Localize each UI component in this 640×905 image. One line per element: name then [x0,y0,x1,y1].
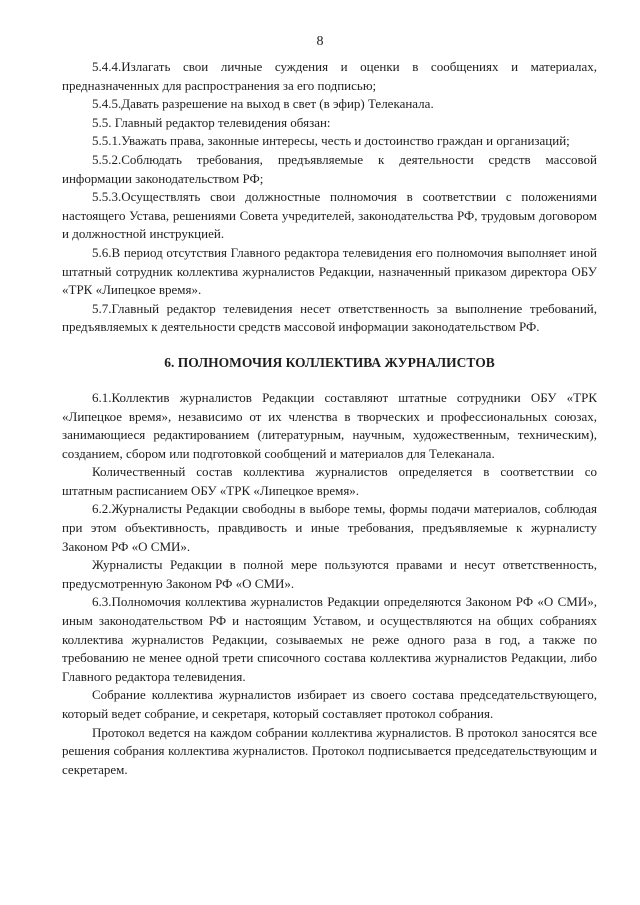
section-heading: 6. ПОЛНОМОЧИЯ КОЛЛЕКТИВА ЖУРНАЛИСТОВ [164,354,495,370]
paragraph-5-5: 5.5. Главный редактор телевидения обязан: [92,114,331,130]
paragraph-5-5-2: 5.5.2.Соблюдать требования, предъявляемые к деятельности средств массовой информации законодательством РФ; [62,151,597,186]
paragraph-journalist-rights: Журналисты Редакции в полной мере пользуются правами и несут ответственность, предусмотренную Законом РФ «О СМИ». [62,557,597,591]
paragraph-6-3: 6.3.Полномочия коллектива журналистов Редакции определяются Законом РФ «О СМИ», иным законодательством РФ и настоящим Уставом, и осуществляются на общих собраниях коллектива журналистов Редакции, созываемых не реже одного раза в год, а также по требованию не менее одной трети списочного состава коллектива журналистов Редакции, либо Главного редактора телевидения. [62,594,597,684]
paragraph-6-1: 6.1.Коллектив журналистов Редакции составляют штатные сотрудники ОБУ «ТРК «Липецкое время», независимо от их членства в творческих и профессиональных союзах, занимающиеся редактированием (литературным, научным, художественным, техническим), созданием, сбором или подготовкой сообщений и материалов для Телеканала. [62,389,597,461]
paragraph-5-6: 5.6.В период отсутствия Главного редактора телевидения его полномочия выполняет иной штатный сотрудник коллектива журналистов Редакции, назначенный приказом директора ОБУ «ТРК «Липецкое время». [62,244,597,298]
paragraph-5-7: 5.7.Главный редактор телевидения несет ответственность за выполнение требований, предъявляемых к деятельности средств массовой информации законодательством РФ. [62,300,597,335]
document-body [62,58,597,779]
paragraph-protocol: Протокол ведется на каждом собрании коллектива журналистов. В протокол заносятся все решения собрания коллектива журналистов. Протокол подписывается председательствующим и секретарем. [62,724,597,777]
page-number: 8 [316,34,324,49]
paragraph-5-4-5: 5.4.5.Давать разрешение на выход в свет (в эфир) Телеканала. [92,96,434,112]
paragraph-6-2: 6.2.Журналисты Редакции свободны в выборе темы, формы подачи материалов, соблюдая при этом объективность, правдивость и иные требования, предъявляемые к журналисту Законом РФ «О СМИ». [62,501,597,554]
paragraph-5-5-3: 5.5.3.Осуществлять свои должностные полномочия в соответствии с положениями настоящего Устава, решениями Совета учредителей, законодательства РФ, трудовым договором и должностной инструкцией. [62,189,597,242]
paragraph-meeting-chair: Собрание коллектива журналистов избирает из своего состава председательствующего, который ведет собрание, и секретаря, который составляет протокол собрания. [62,687,597,721]
paragraph-staff-composition: Количественный состав коллектива журналистов определяется в соответствии со штатным расписанием ОБУ «ТРК «Липецкое время». [62,464,597,498]
paragraph-5-4-4: 5.4.4.Излагать свои личные суждения и оценки в сообщениях и материалах, предназначенных для распространения за его подписью; [62,59,597,93]
paragraph-5-5-1: 5.5.1.Уважать права, законные интересы, честь и достоинство граждан и организаций; [92,133,570,149]
